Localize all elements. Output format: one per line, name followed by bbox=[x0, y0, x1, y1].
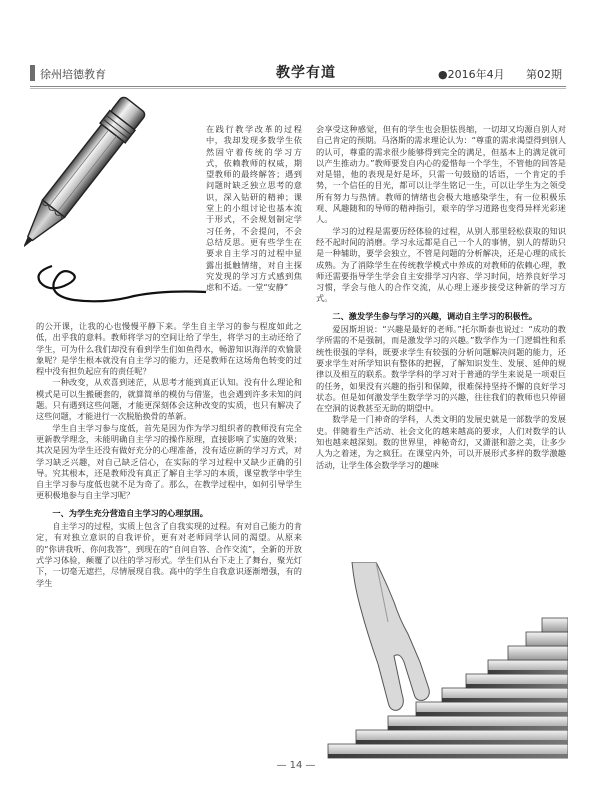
right-column-body bbox=[316, 124, 566, 471]
paragraph: 会享受这种感觉，但有的学生也会胆怯畏缩，一切却又均源自别人对自己肯定的预期。马洛斯的需求理论认为：“尊重的需求渴望得到别人的认可，尊重的需求很少能够得到完全的满足，但基本上的满足就可以产生推动力。”教师要发自内心的爱惜每一个学生，不管他的回答是对是错，他的表现是好是坏，只需一句鼓励的话语，一个肯定的手势，一个信任的目光，都可以让学生铭记一生，可以让学生为之领受所有努力与热情。教师的情绪也会极大地感染学生，有一位积极乐观、风趣随和的导师的精神指引，艰辛的学习道路也变得异样光彩迷人。 bbox=[316, 124, 566, 225]
issue-number: 第02期 bbox=[526, 68, 562, 81]
pencil-illustration bbox=[24, 96, 206, 318]
left-column-body bbox=[36, 321, 302, 589]
journal-name: 徐州培德教育 bbox=[40, 68, 106, 81]
section-heading-2: 二、激发学生参与学习的兴趣，调动自主学习的积极性。 bbox=[332, 310, 538, 321]
paragraph: 学习的过程是需要历经体验的过程，从别人那里轻松获取的知识经不起时间的消磨。学习永远都是自己一个人的事情，别人的帮助只是一种辅助，要学会独立，不管是问题的分析解决，还是心理的成长成熟。为了消除学生在传统教学模式中养成的对教师的依赖心理，教师还需要指导学生学会自主安排学习内容、学习时间，培养良好学习习惯，学会与他人的合作交流，从心理上逐步接受这种新的学习方式。 bbox=[316, 225, 566, 304]
issue-date: ●2016年4月 bbox=[438, 68, 505, 81]
paragraph: 爱因斯坦说：“兴趣是最好的老师。”托尔斯泰也说过：“成功的教学所需的不是强制，而是激发学习的兴趣。”数学作为一门逻辑性和系统性很强的学科，既要求学生有较强的分析问题解决问题的能力，还要求学生对所学知识有整体的把握，了解知识发生、发展、延伸的规律以及相互的联系。数学学科的学习对于普通的学生来说是一项艰巨的任务，如果没有兴趣的指引和保障，很难保持坚持不懈的良好学习状态。但是如何激发学生数学学习的兴趣，往往我们的教师也只停留在空洞的说教甚至无助的期望中。 bbox=[316, 324, 566, 414]
section-heading-1: 一、为学生充分营造自主学习的心理氛围。 bbox=[52, 507, 208, 518]
intro-paragraph: 在践行教学改革的过程中，我却发现多数学生依然固守着传统的学习方式，依赖教师的权威，期望教师的最终解答；遇到问题时缺乏独立思考的意识，深入钻研的精神；课堂上的小组讨论也基本流于形式，不会规划制定学习任务，不会提问，不会总结反思。更有些学生在要求自主学习的过程中显露出抵触情绪，对自主探究发现的学习方式感到焦虑和不适。一堂“安静” bbox=[206, 124, 302, 293]
paragraph: 一种改变，从欢喜到迷茫，从思考才能到真正认知。没有什么理论和模式是可以生搬硬套的，就算简单的模仿与借鉴，也会遇到许多未知的问题。只有遇到这些问题，才能更深刻体会这种改变的实质，也只有解决了这些问题，才能进行一次脱胎换骨的革新。 bbox=[36, 377, 302, 422]
paragraph: 数学是一门神奇的学科，人类文明的发展史就是一部数学的发展史。伴随着生产活动、社会文化的越来越高的要求，人们对数学的认知也越来越深刻。数的世界里，神秘奇幻，又潇湛和游之美，让多少人为之着迷，为之疯狂。在课堂内外，可以开展形式多样的数学激趣活动，让学生体会数学学习的趣味 bbox=[316, 414, 566, 470]
book-stairs-illustration bbox=[316, 562, 568, 764]
left-column-intro bbox=[206, 124, 302, 293]
paragraph: 自主学习的过程，实质上包含了自我实现的过程。有对自己能力的肯定，有对独立意识的自我评价，更有对老师同学认同的渴望。从原来的“你讲我听、你问我答”，到现在的“自问自答、合作交流”，全新的开放式学习体验，颠覆了以往的学习形式。学生们从台下走上了舞台，聚光灯下，一切毫无遮拦，尽情展现自我。高中的学生自我意识逐渐增强，有的学生 bbox=[36, 521, 302, 588]
header-rule-secondary bbox=[30, 88, 566, 89]
paragraph: 的公开课，让我的心也慢慢平静下来。学生自主学习的参与程度如此之低，出乎我的意料。教师将学习的空间让给了学生，将学习的主动还给了学生，可为什么我们却没有看到学生们如鱼得水，畅游知识海洋的欢愉景象呢？是学生根本就没有自主学习的能力，还是教师在这场角色转变的过程中没有担负起应有的责任呢？ bbox=[36, 321, 302, 377]
header-rule bbox=[30, 86, 566, 87]
paragraph: 学生自主学习参与度低，首先是因为作为学习组织者的教师没有完全更新教学理念，未能明确自主学习的操作原理，直接影响了实施的效果；其次是因为学生还没有做好充分的心理准备，没有适应新的学习方式，对学习缺乏兴趣，对自己缺乏信心，在实际的学习过程中又缺少正确的引导。究其根本，还是教师没有真正了解自主学习的本质，课堂教学中学生自主学习参与度低也就不足为奇了。那么，在教学过程中，如何引导学生更积极地参与自主学习呢？ bbox=[36, 422, 302, 501]
page-number: — 14 — bbox=[276, 760, 316, 771]
header-marker bbox=[30, 65, 35, 81]
page-header bbox=[30, 62, 566, 84]
section-title: 教学有道 bbox=[276, 65, 336, 81]
